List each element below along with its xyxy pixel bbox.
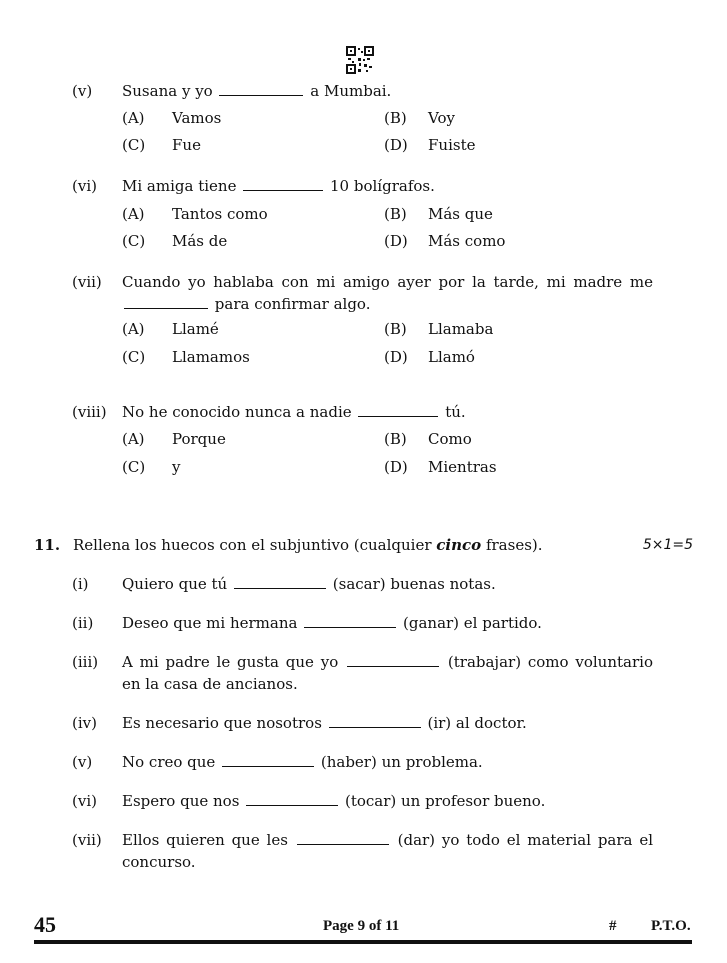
option-label: (D) bbox=[384, 232, 408, 250]
question-number: 11. bbox=[34, 536, 61, 554]
question-text: No he conocido nunca a nadie tú. bbox=[122, 403, 466, 421]
option-text: Fuiste bbox=[428, 136, 476, 154]
option-text: y bbox=[172, 458, 181, 476]
option-text: Fue bbox=[172, 136, 201, 154]
option-text: Mientras bbox=[428, 458, 497, 476]
option-label: (A) bbox=[122, 430, 145, 448]
page-number: Page 9 of 11 bbox=[323, 918, 400, 934]
answer-blank[interactable] bbox=[304, 626, 396, 628]
marks-allocation: 5×1=5 bbox=[642, 537, 693, 553]
item-number: (viii) bbox=[72, 403, 107, 421]
option-label: (D) bbox=[384, 458, 408, 476]
item-number: (ii) bbox=[72, 614, 94, 632]
item-text: Ellos quieren que les (dar) yo todo el material para el concurso. bbox=[122, 831, 653, 871]
answer-blank[interactable] bbox=[246, 804, 338, 806]
option-text: Vamos bbox=[172, 109, 222, 127]
question-text: Mi amiga tiene 10 bolígrafos. bbox=[122, 177, 435, 195]
item-number: (vii) bbox=[72, 273, 102, 291]
option-text: Tantos como bbox=[172, 205, 268, 223]
item-number: (vi) bbox=[72, 177, 97, 195]
qr-code-icon bbox=[346, 46, 374, 74]
answer-blank[interactable] bbox=[219, 94, 303, 96]
option-text: Llamaba bbox=[428, 320, 494, 338]
option-label: (B) bbox=[384, 430, 407, 448]
item-text: Deseo que mi hermana (ganar) el partido. bbox=[122, 614, 542, 632]
answer-blank[interactable] bbox=[124, 307, 208, 309]
option-label: (B) bbox=[384, 205, 407, 223]
paper-code: 45 bbox=[34, 912, 56, 937]
question-instruction: Rellena los huecos con el subjuntivo (cualquier cinco frases). bbox=[73, 536, 543, 554]
item-number: (i) bbox=[72, 575, 89, 593]
item-text: Quiero que tú (sacar) buenas notas. bbox=[122, 575, 496, 593]
pto-label: P.T.O. bbox=[651, 918, 691, 934]
option-text: Porque bbox=[172, 430, 226, 448]
item-text: Es necesario que nosotros (ir) al doctor. bbox=[122, 714, 527, 732]
footer-rule bbox=[34, 940, 692, 944]
answer-blank[interactable] bbox=[222, 765, 314, 767]
option-label: (C) bbox=[122, 458, 146, 476]
option-text: Más de bbox=[172, 232, 228, 250]
hash-mark: # bbox=[609, 918, 617, 934]
item-text: Espero que nos (tocar) un profesor bueno. bbox=[122, 792, 546, 810]
answer-blank[interactable] bbox=[234, 587, 326, 589]
option-text: Como bbox=[428, 430, 472, 448]
item-number: (vii) bbox=[72, 831, 102, 849]
option-label: (B) bbox=[384, 109, 407, 127]
item-text: A mi padre le gusta que yo (trabajar) como voluntario en la casa de ancianos. bbox=[122, 653, 653, 693]
answer-blank[interactable] bbox=[358, 415, 438, 417]
answer-blank[interactable] bbox=[243, 189, 323, 191]
option-label: (C) bbox=[122, 348, 146, 366]
item-text: No creo que (haber) un problema. bbox=[122, 753, 483, 771]
question-text: Cuando yo hablaba con mi amigo ayer por la tarde, mi madre me para confirmar algo. bbox=[122, 273, 653, 313]
answer-blank[interactable] bbox=[329, 726, 421, 728]
option-text: Llamé bbox=[172, 320, 219, 338]
answer-blank[interactable] bbox=[347, 665, 439, 667]
option-label: (C) bbox=[122, 136, 146, 154]
answer-blank[interactable] bbox=[297, 843, 389, 845]
option-text: Voy bbox=[428, 109, 455, 127]
option-label: (C) bbox=[122, 232, 146, 250]
item-number: (v) bbox=[72, 82, 93, 100]
item-number: (v) bbox=[72, 753, 93, 771]
item-number: (iv) bbox=[72, 714, 97, 732]
option-text: Llamó bbox=[428, 348, 475, 366]
question-text: Susana y yo a Mumbai. bbox=[122, 82, 392, 100]
item-number: (iii) bbox=[72, 653, 99, 671]
option-label: (B) bbox=[384, 320, 407, 338]
option-label: (A) bbox=[122, 109, 145, 127]
option-label: (A) bbox=[122, 205, 145, 223]
option-text: Llamamos bbox=[172, 348, 250, 366]
option-label: (A) bbox=[122, 320, 145, 338]
option-label: (D) bbox=[384, 136, 408, 154]
option-label: (D) bbox=[384, 348, 408, 366]
option-text: Más que bbox=[428, 205, 493, 223]
option-text: Más como bbox=[428, 232, 506, 250]
item-number: (vi) bbox=[72, 792, 97, 810]
